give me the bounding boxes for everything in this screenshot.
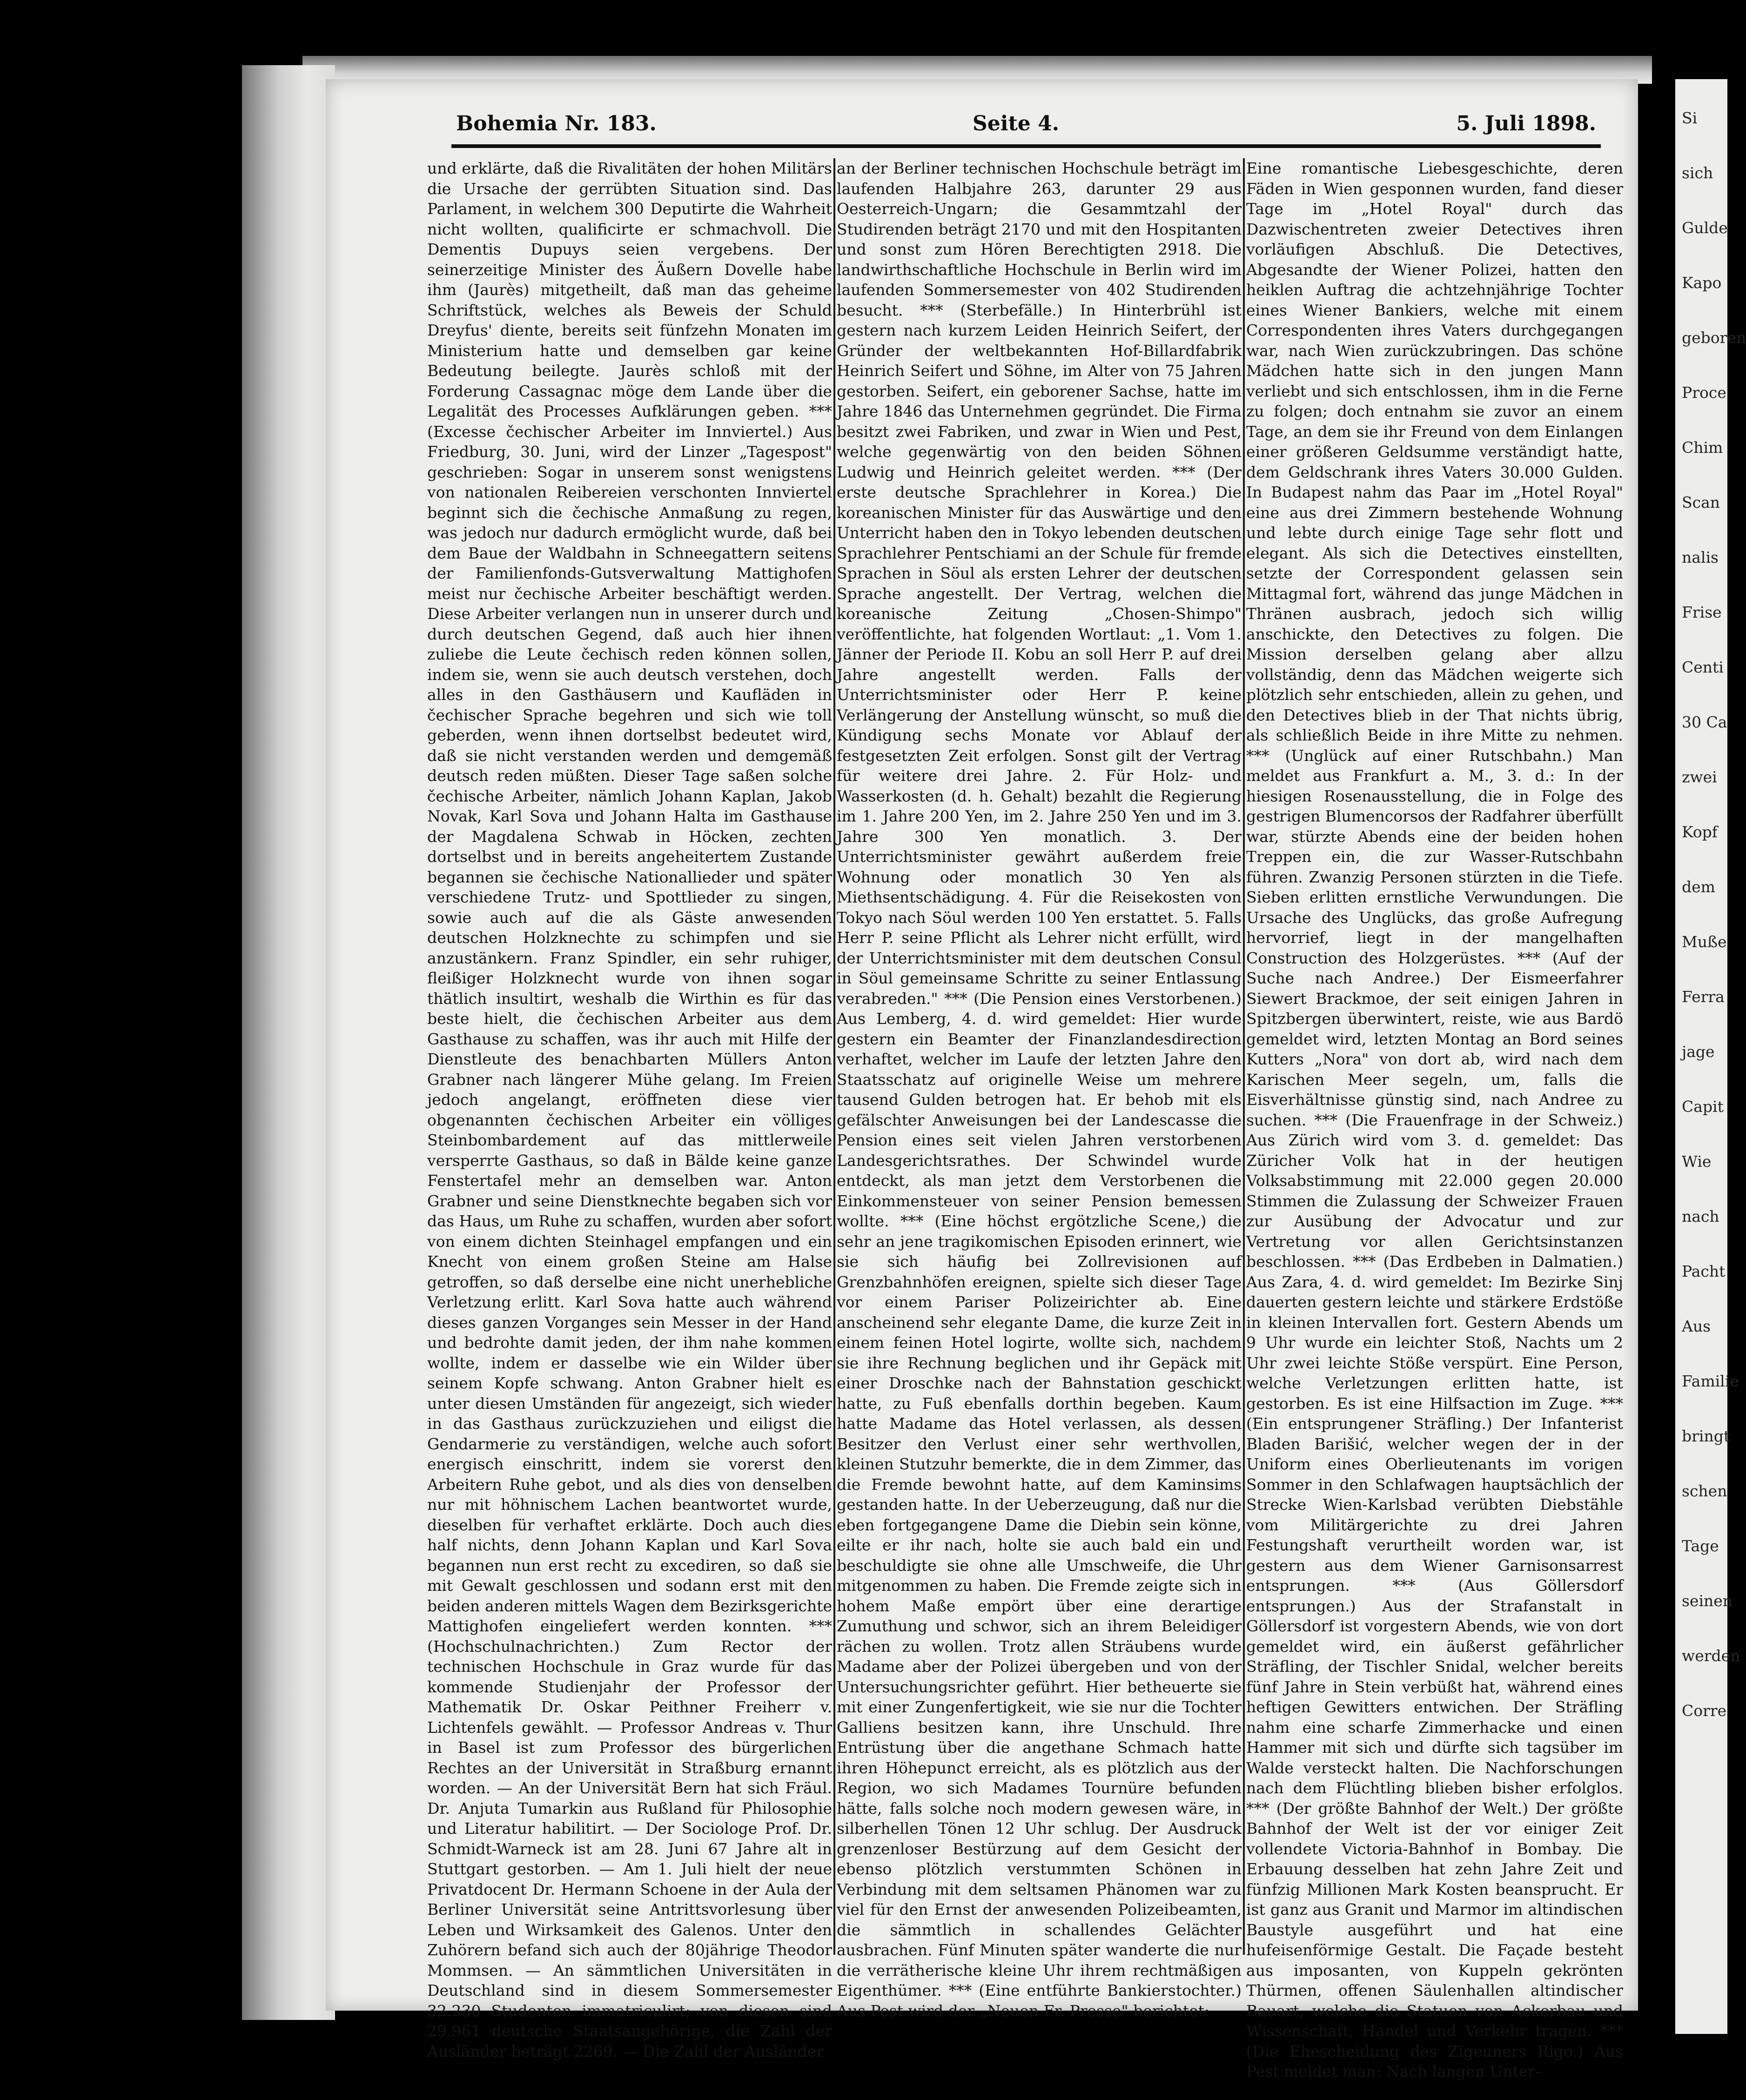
adjacent-page-word: Wie: [1682, 1152, 1712, 1171]
adjacent-page-word: Si: [1682, 109, 1698, 127]
adjacent-page-word: nalis: [1682, 548, 1719, 566]
adjacent-page-word: schen: [1682, 1482, 1727, 1500]
adjacent-page-word: Corre: [1682, 1702, 1727, 1720]
adjacent-page-word: 30 Ca: [1682, 713, 1727, 731]
text-column-1: [427, 158, 832, 2060]
adjacent-page-word: bringt: [1682, 1427, 1730, 1445]
column-1-text: und erklärte, daß die Rivalitäten der hohen Militärs die Ursache der gerrübten Situation sind. Das Parlament, in welchem 300 Deputirte die Wahrheit nicht wollten, qualificirte er schmachvoll. Die Dementis Dupuys seien vergebens. Der seinerzeitige Minister des Äußern Dovelle habe ihm (Jaurès) mitgetheilt, daß man das geheime Schriftstück, welches als Beweis der Schuld Dreyfus' diente, bereits seit fünfzehn Monaten im Ministerium hatte und demselben gar keine Bedeutung beilegte. Jaurès schloß mit der Forderung Cassagnac möge dem Lande über die Legalität des Processes Aufklärungen geben. *** (Excesse čechischer Arbeiter im Innviertel.) Aus Friedburg, 30. Juni, wird der Linzer „Tagespost" geschrieben: Sogar in unserem sonst wenigstens von nationalen Reibereien verschonten Innviertel beginnt sich die čechische Anmaßung zu regen, was jedoch nur dadurch ermöglicht wurde, daß bei dem Baue der Waldbahn in Schneegattern seitens der Familienfonds-Gutsverwaltung Mattighofen meist nur čechische Arbeiter beschäftigt werden. Diese Arbeiter verlangen nun in unserer durch und durch deutschen Gegend, daß auch hier ihnen zuliebe die Leute čechisch reden können sollen, indem sie, wenn sie auch deutsch verstehen, doch alles in den Gasthäusern und Kaufläden in čechischer Sprache begehren und sich wie toll geberden, wenn ihnen dortselbst bedeutet wird, daß sie nicht verstanden werden und demgemäß deutsch reden müßten. Dieser Tage saßen solche čechische Arbeiter, nämlich Johann Kaplan, Jakob Novak, Karl Sova und Johann Halta im Gasthause der Magdalena Schwab in Höcken, zechten dortselbst und in bereits angeheitertem Zustande begannen sie čechische Nationallieder und später verschiedene Trutz- und Spottlieder zu singen, sowie auch auf die als Gäste anwesenden deutschen Holzknechte zu schimpfen und sie anzustänkern. Franz Spindler, ein sehr ruhiger, fleißiger Holzknecht wurde von ihnen sogar thätlich insultirt, weshalb die Wirthin es für das beste hielt, die čechischen Arbeiter aus dem Gasthause zu schaffen, was ihr auch mit Hilfe der Dienstleute des benachbarten Müllers Anton Grabner nach längerer Mühe gelang. Im Freien jedoch angelangt, eröffneten diese vier obgenannten čechischen Arbeiter ein völliges Steinbombardement auf das mittlerweile versperrte Gasthaus, so daß in Bälde keine ganze Fenstertafel mehr an demselben war. Anton Grabner und seine Dienstknechte begaben sich vor das Haus, um Ruhe zu schaffen, wurden aber sofort von einem dichten Steinhagel empfangen und ein Knecht von einem großen Steine am Halse getroffen, so daß derselbe eine nicht unerhebliche Verletzung erlitt. Karl Sova hatte auch während dieses ganzen Vorganges sein Messer in der Hand und bedrohte damit jeden, der ihm nahe kommen wollte, indem er dasselbe wie ein Wilder über seinem Kopfe schwang. Anton Grabner hielt es unter diesen Umständen für angezeigt, sich wieder in das Gasthaus zurückzuziehen und eiligst die Gendarmerie zu verständigen, welche auch sofort energisch einschritt, indem sie vorerst den Arbeitern Ruhe gebot, und als dies von denselben nur mit höhnischem Lachen beantwortet wurde, dieselben für verhaftet erklärte. Doch auch dies half nichts, denn Johann Kaplan und Karl Sova begannen nun erst recht zu excediren, so daß sie mit Gewalt geschlossen und sodann erst mit den beiden anderen mittels Wagen dem Bezirksgerichte Mattighofen eingeliefert werden konnten. *** (Hochschulnachrichten.) Zum Rector der technischen Hochschule in Graz wurde für das kommende Studienjahr der Professor der Mathematik Dr. Oskar Peithner Freiherr v. Lichtenfels gewählt. — Professor Andreas v. Thur in Basel ist zum Professor des bürgerlichen Rechtes an der Universität in Straßburg ernannt worden. — An der Universität Bern hat sich Fräul. Dr. Anjuta Tumarkin aus Rußland für Philosophie und Literatur habilitirt. — Der Sociologe Prof. Dr. Schmidt-Warneck ist am 28. Juni 67 Jahre alt in Stuttgart gestorben. — Am 1. Juli hielt der neue Privatdocent Dr. Hermann Schoene in der Aula der Berliner Universität seine Antrittsvorlesung über Leben und Wirksamkeit des Galenos. Unter den Zuhörern befand sich auch der 80jährige Theodor Mommsen. — An sämmtlichen Universitäten in Deutschland sind in diesem Sommersemester 32.230 Studenten immatriculirt; von diesen sind 29.961 deutsche Staatsangehörige, die Zahl der Ausländer beträgt 2269. — Die Zahl der Ausländer: [427, 159, 832, 2060]
issue-date: 5. Juli 1898.: [1456, 112, 1596, 135]
column-2-text: an der Berliner technischen Hochschule beträgt im laufenden Halbjahre 263, darunter 29 aus Oesterreich-Ungarn; die Gesammtzahl der Studirenden beträgt 2170 und mit den Hospitanten und sonst zum Hören Berechtigten 2918. Die landwirthschaftliche Hochschule in Berlin wird im laufenden Sommersemester von 402 Studirenden besucht. *** (Sterbefälle.) In Hinterbrühl ist gestern nach kurzem Leiden Heinrich Seifert, der Gründer der weltbekannten Hof-Billardfabrik Heinrich Seifert und Söhne, im Alter von 75 Jahren gestorben. Seifert, ein geborener Sachse, hatte im Jahre 1846 das Unternehmen gegründet. Die Firma besitzt zwei Fabriken, und zwar in Wien und Pest, welche gegenwärtig von den beiden Söhnen Ludwig und Heinrich geleitet werden. *** (Der erste deutsche Sprachlehrer in Korea.) Die koreanischen Minister für das Auswärtige und den Unterricht haben den in Tokyo lebenden deutschen Sprachlehrer Pentschiami an der Schule für fremde Sprachen in Söul als ersten Lehrer der deutschen Sprache angestellt. Der Vertrag, welchen die koreanische Zeitung „Chosen-Shimpo" veröffentlichte, hat folgenden Wortlaut: „1. Vom 1. Jänner der Periode II. Kobu an soll Herr P. auf drei Jahre angestellt werden. Falls der Unterrichtsminister oder Herr P. keine Verlängerung der Anstellung wünscht, so muß die Kündigung sechs Monate vor Ablauf der festgesetzten Zeit erfolgen. Sonst gilt der Vertrag für weitere drei Jahre. 2. Für Holz- und Wasserkosten (d. h. Gehalt) bezahlt die Regierung im 1. Jahre 200 Yen, im 2. Jahre 250 Yen und im 3. Jahre 300 Yen monatlich. 3. Der Unterrichtsminister gewährt außerdem freie Wohnung oder monatlich 30 Yen als Miethsentschädigung. 4. Für die Reisekosten von Tokyo nach Söul werden 100 Yen erstattet. 5. Falls Herr P. seine Pflicht als Lehrer nicht erfüllt, wird der Unterrichtsminister mit dem deutschen Consul in Söul gemeinsame Schritte zu seiner Entlassung verabreden." *** (Die Pension eines Verstorbenen.) Aus Lemberg, 4. d. wird gemeldet: Hier wurde gestern ein Beamter der Finanzlandesdirection verhaftet, welcher im Laufe der letzten Jahre den Staatsschatz auf originelle Weise um mehrere tausend Gulden betrogen hat. Er behob mit els gefälschter Anweisungen bei der Landescasse die Pension eines seit vielen Jahren verstorbenen Landesgerichtsrathes. Der Schwindel wurde entdeckt, als man jetzt dem Verstorbenen die Einkommensteuer von seiner Pension bemessen wollte. *** (Eine höchst ergötzliche Scene,) die sehr an jene tragikomischen Episoden erinnert, wie sie sich häufig bei Zollrevisionen auf Grenzbahnhöfen ereignen, spielte sich dieser Tage vor einem Pariser Polizeirichter ab. Eine anscheinend sehr elegante Dame, die kurze Zeit in einem feinen Hotel logirte, wollte sich, nachdem sie ihre Rechnung beglichen und ihr Gepäck mit einer Droschke nach der Bahnstation geschickt hatte, zu Fuß ebenfalls dorthin begeben. Kaum hatte Madame das Hotel verlassen, als dessen Besitzer den Verlust einer sehr werthvollen, kleinen Stutzuhr bemerkte, die in dem Zimmer, das die Fremde bewohnt hatte, auf dem Kaminsims gestanden hatte. In der Ueberzeugung, daß nur die eben fortgegangene Dame die Diebin sein könne, eilte er ihr nach, holte sie auch bald ein und beschuldigte sie ohne alle Umschweife, die Uhr mitgenommen zu haben. Die Fremde zeigte sich in hohem Maße empört über eine derartige Zumuthung und schwor, sich an ihrem Beleidiger rächen zu wollen. Trotz allen Sträubens wurde Madame aber der Polizei übergeben und von der Untersuchungsrichter geführt. Hier betheuerte sie mit einer Zungenfertigkeit, wie sie nur die Tochter Galliens besitzen kann, ihre Unschuld. Ihre Entrüstung über die angethane Schmach hatte ihren Höhepunct erreicht, als es plötzlich aus der Region, wo sich Madames Tournüre befunden hätte, falls solche noch modern gewesen wäre, in silberhellen Tönen 12 Uhr schlug. Der Ausdruck grenzenloser Bestürzung auf dem Gesicht der ebenso plötzlich verstummten Schönen in Verbindung mit dem seltsamen Phänomen war zu viel für den Ernst der anwesenden Polizeibeamten, die sämmtlich in schallendes Gelächter ausbrachen. Fünf Minuten später wanderte die nur die verrätherische kleine Uhr ihrem rechtmäßigen Eigenthümer. *** (Eine entführte Bankierstochter.) Aus Pest wird der „Neuen Fr. Presse" berichtet:: [837, 159, 1242, 2020]
adjacent-page-word: Capit: [1682, 1097, 1724, 1116]
text-column-3: [1246, 158, 1623, 2080]
header-rule: [451, 144, 1601, 148]
adjacent-page-word: Proce: [1682, 384, 1726, 402]
adjacent-page-word: seinen: [1682, 1592, 1733, 1610]
page-stack-edge-left: [242, 65, 335, 2020]
adjacent-page-word: zwei: [1682, 768, 1717, 786]
adjacent-page-word: Tage: [1682, 1537, 1719, 1555]
adjacent-page-word: werden: [1682, 1647, 1740, 1665]
adjacent-page-word: Chim: [1682, 438, 1723, 457]
adjacent-page-word: Pacht: [1682, 1262, 1726, 1280]
adjacent-page-word: Scan: [1682, 493, 1720, 512]
column-divider-2: [1243, 158, 1245, 1955]
adjacent-page-word: Familie: [1682, 1372, 1739, 1390]
adjacent-page-word: nach: [1682, 1207, 1719, 1225]
adjacent-page-fragment: [1675, 79, 1746, 2034]
adjacent-page-word: sich: [1682, 164, 1713, 182]
adjacent-page-word: dem: [1682, 878, 1715, 896]
adjacent-page-word: geboren: [1682, 329, 1746, 347]
text-column-2: [837, 158, 1242, 2020]
adjacent-page-word: Gulde: [1682, 219, 1728, 237]
column-3-text: Eine romantische Liebesgeschichte, deren Fäden in Wien gesponnen wurden, fand dieser Tage im „Hotel Royal" durch das Dazwischentreten zweier Detectives ihren vorläufigen Abschluß. Die Detectives, Abgesandte der Wiener Polizei, hatten den heiklen Auftrag die achtzehnjährige Tochter eines Wiener Bankiers, welche mit einem Correspondenten ihres Vaters durchgegangen war, nach Wien zurückzubringen. Das schöne Mädchen hatte sich in den jungen Mann verliebt und sich entschlossen, ihm in die Ferne zu folgen; doch entnahm sie zuvor an einem Tage, an dem sie ihr Freund von dem Einlangen einer größeren Geldsumme verständigt hatte, dem Geldschrank ihres Vaters 30.000 Gulden. In Budapest nahm das Paar im „Hotel Royal" eine aus drei Zimmern bestehende Wohnung und lebte durch einige Tage sehr flott und elegant. Als sich die Detectives einstellten, setzte der Correspondent gelassen sein Mittagmal fort, während das junge Mädchen in Thränen ausbrach, jedoch sich willig anschickte, den Detectives zu folgen. Die Mission derselben gelang aber allzu vollständig, denn das Mädchen weigerte sich plötzlich sehr entschieden, allein zu gehen, und den Detectives blieb in der That nichts übrig, als schließlich Beide in ihre Mitte zu nehmen. *** (Unglück auf einer Rutschbahn.) Man meldet aus Frankfurt a. M., 3. d.: In der hiesigen Rosenausstellung, die in Folge des gestrigen Blumencorsos der Radfahrer überfüllt war, stürzte Abends eine der beiden hohen Treppen ein, die zur Wasser-Rutschbahn führen. Zwanzig Personen stürzten in die Tiefe. Sieben erlitten ernstliche Verwundungen. Die Ursache des Unglücks, das große Aufregung hervorrief, liegt in der mangelhaften Construction des Holzgerüstes. *** (Auf der Suche nach Andree.) Der Eismeerfahrer Siewert Brackmoe, der seit einigen Jahren in Spitzbergen überwintert, reiste, wie aus Bardö gemeldet wird, letzten Montag an Bord seines Kutters „Nora" von dort ab, wird nach dem Karischen Meer segeln, um, falls die Eisverhältnisse günstig sind, nach Andree zu suchen. *** (Die Frauenfrage in der Schweiz.) Aus Zürich wird vom 3. d. gemeldet: Das Züricher Volk hat in der heutigen Volksabstimmung mit 22.000 gegen 20.000 Stimmen die Zulassung der Schweizer Frauen zur Ausübung der Advocatur und zur Vertretung vor allen Gerichtsinstanzen beschlossen. *** (Das Erdbeben in Dalmatien.) Aus Zara, 4. d. wird gemeldet: Im Bezirke Sinj dauerten gestern leichte und stärkere Erdstöße in kleinen Intervallen fort. Gestern Abends um 9 Uhr wurde ein leichter Stoß, Nachts um 2 Uhr zwei leichte Stöße verspürt. Eine Person, welche Verletzungen erlitten hatte, ist gestorben. Es ist eine Hilfsaction im Zuge. *** (Ein entsprungener Sträfling.) Der Infanterist Bladen Barišić, welcher wegen der in der Uniform eines Oberlieutenants im vorigen Sommer in den Schlafwagen hauptsächlich der Strecke Wien-Karlsbad verübten Diebstähle vom Militärgerichte zu drei Jahren Festungshaft verurtheilt worden war, ist gestern aus dem Wiener Garnisonsarrest entsprungen. *** (Aus Göllersdorf entsprungen.) Aus der Strafanstalt in Göllersdorf ist vorgestern Abends, wie von dort gemeldet wird, ein äußerst gefährlicher Sträfling, der Tischler Snidal, welcher bereits fünf Jahre in Stein verbüßt hat, während eines heftigen Gewitters entwichen. Der Sträfling nahm eine scharfe Zimmerhacke und einen Hammer mit sich und dürfte sich tagsüber im Walde versteckt halten. Die Nachforschungen nach dem Flüchtling blieben bisher erfolglos. *** (Der größte Bahnhof der Welt.) Der größte Bahnhof der Welt ist der vor einiger Zeit vollendete Victoria-Bahnhof in Bombay. Die Erbauung desselben hat zehn Jahre Zeit und fünfzig Millionen Mark Kosten beansprucht. Er ist ganz aus Granit und Marmor im altindischen Baustyle ausgeführt und hat eine hufeisenförmige Gestalt. Die Façade besteht aus imposanten, von Kuppeln gekrönten Thürmen, offenen Säulenhallen altindischer Bauart, welche die Statuen von Ackerbau und Wissenschaft, Handel und Verkehr tragen. *** (Die Ehescheidung des Zigeuners Rigo.) Aus Pest meldet man: Nach langen Unter-: [1246, 159, 1623, 2080]
column-divider-1: [833, 158, 835, 1955]
adjacent-page-word: Ferra: [1682, 988, 1725, 1006]
adjacent-page-word: Kapo: [1682, 274, 1722, 292]
masthead-issue: Bohemia Nr. 183.: [456, 112, 657, 135]
adjacent-page-word: Aus: [1682, 1317, 1711, 1335]
adjacent-page-word: Muße: [1682, 933, 1727, 951]
adjacent-page-word: Frise: [1682, 603, 1722, 621]
newspaper-page: [326, 79, 1638, 2080]
adjacent-page-word: Centi: [1682, 658, 1724, 676]
adjacent-page-word: jage: [1682, 1043, 1715, 1061]
page-header: [456, 107, 1596, 144]
page-number: Seite 4.: [973, 112, 1060, 135]
adjacent-page-word: Kopf: [1682, 823, 1718, 841]
